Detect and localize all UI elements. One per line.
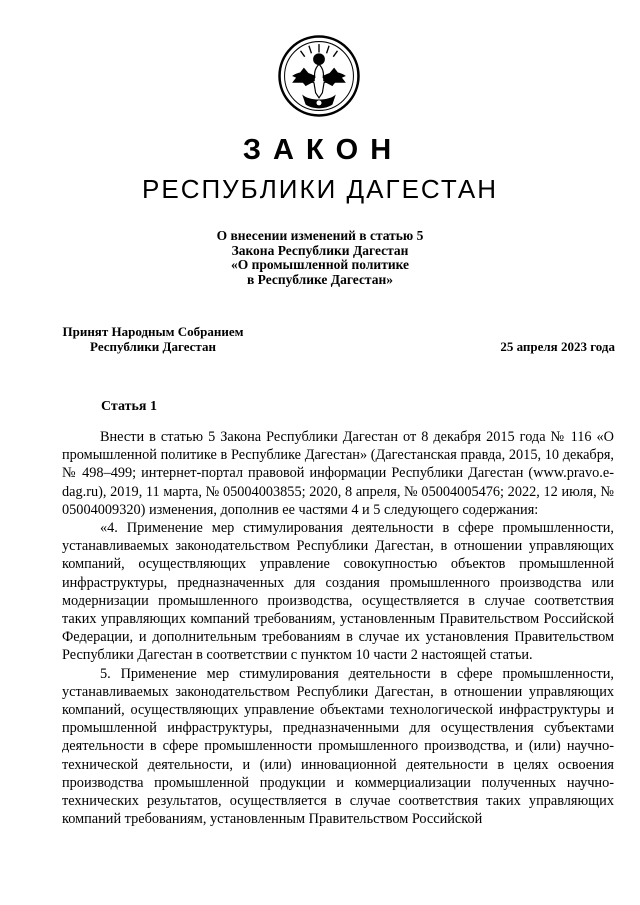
subject-line-3: «О промышленной политике <box>230 257 410 272</box>
article-heading: Статья 1 <box>101 399 157 414</box>
article-body <box>62 428 614 828</box>
law-subject <box>0 229 640 287</box>
adoption-line-1: Принят Народным Собранием <box>62 324 244 339</box>
adoption-line-2: Республики Дагестан <box>90 339 216 354</box>
paragraph: Внести в статью 5 Закона Республики Дагестан от 8 декабря 2015 года № 116 «О промышленной политике в Республике Дагестан» (Дагестанская правда, 2015, 10 декабря, № 498–499; интернет-портал правовой информации Республики Дагестан (www.pravo.e-dag.ru), 2019, 11 марта, № 05004003855; 2020, 8 апреля, № 05004005476; 2022, 12 июля, № 05004009320) изменения, дополнив ее частями 4 и 5 следующего содержания: <box>62 429 614 518</box>
subject-line-1: О внесении изменений в статью 5 <box>216 228 424 243</box>
paragraph: «4. Применение мер стимулирования деятельности в сфере промышленности, устанавливаемых законодательством Республики Дагестан, в отношении управляющих компаний, осуществляющих управление совокупностью объектов промышленной инфраструктуры, предназначенных для создания промышленного производства или модернизации промышленного производства, осуществляется в случае соответствия таких управляющих компаний требованиям, установленным Правительством Российской Федерации, и дополнительным требованиям в случае их установления Правительством Республики Дагестан в соответствии с пунктом 10 части 2 настоящей статьи. <box>62 520 614 664</box>
subject-line-4: в Республике Дагестан» <box>246 271 394 287</box>
coat-of-arms-dagestan-icon <box>277 34 361 118</box>
law-title: ЗАКОН <box>242 134 404 166</box>
paragraph: 5. Применение мер стимулирования деятельности в сфере промышленности, устанавливаемых законодательством Республики Дагестан, в отношении управляющих компаний, осуществляющих управление объектами технологической инфраструктуры и промышленной инфраструктуры, предназначенными для осуществления субъектами деятельности в сфере промышленности промышленного производства, и (или) научно-технической деятельности, и (или) инновационной деятельности в целях освоения производства промышленной продукции и коммерциализации полученных научно-технических результатов, осуществляется в случае соответствия таких управляющих компаний требованиям, установленным Правительством Российской <box>62 665 614 828</box>
republic-title: РЕСПУБЛИКИ ДАГЕСТАН <box>142 174 498 204</box>
adoption-statement <box>62 324 244 354</box>
subject-line-2: Закона Республики Дагестан <box>231 242 409 258</box>
adoption-date: 25 апреля 2023 года <box>500 339 615 354</box>
